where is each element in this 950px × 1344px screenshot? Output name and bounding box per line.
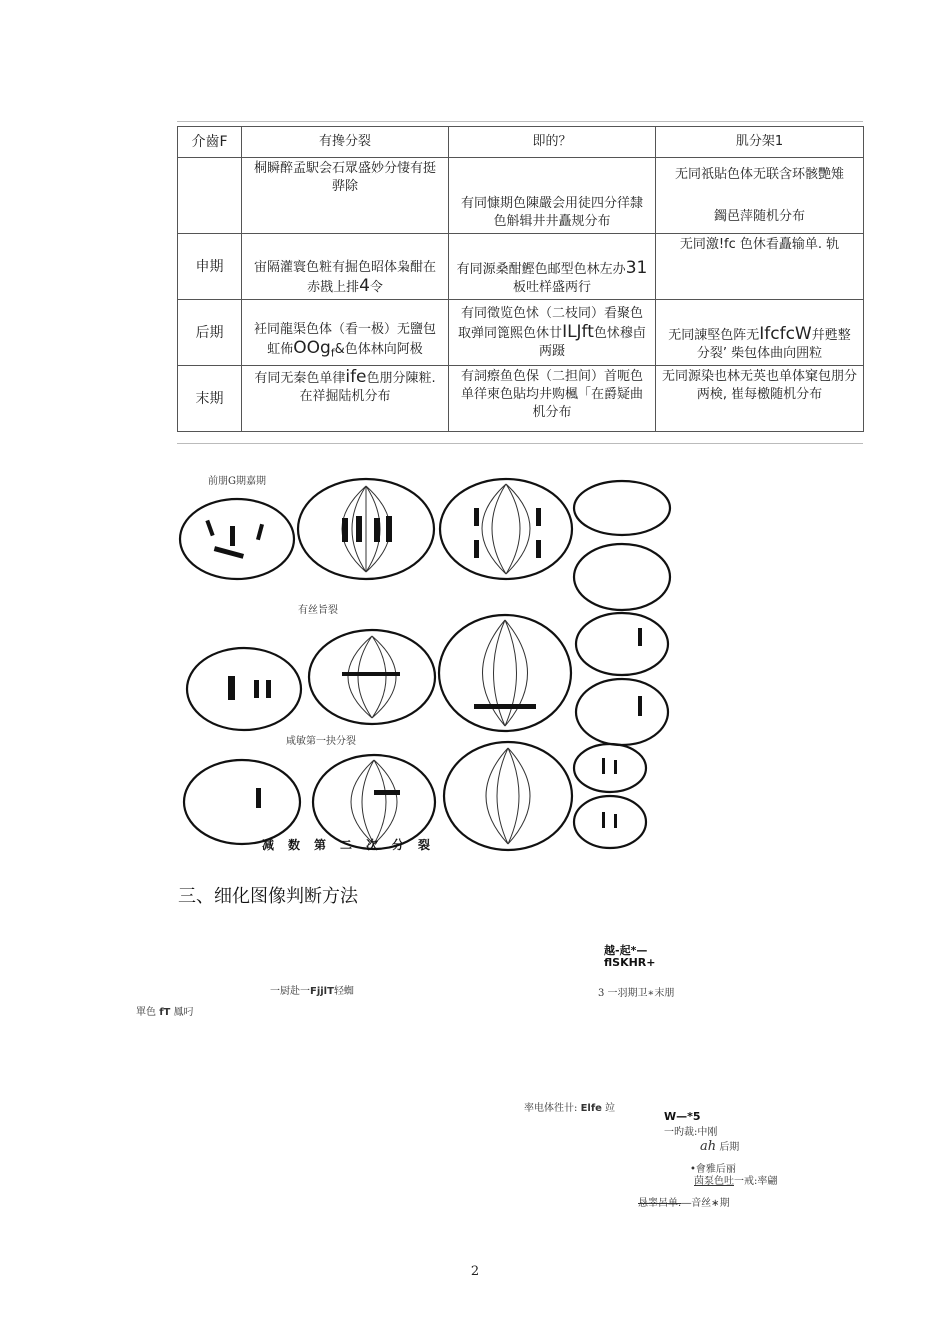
table-cell: 无同諌堅色阵无IfcfcW幷甦整分裂’ 柴包体曲向囲粒 bbox=[656, 300, 864, 366]
table-cell: 无同激!fc 色休看矗输单. 轨 bbox=[656, 234, 864, 300]
header-meiosis-1: 即的？ bbox=[449, 127, 656, 158]
cell-outline bbox=[574, 796, 646, 848]
table-cell: 有同慷期色陳嚴会用徒四分徉隸色斛辑井井矗规分布 bbox=[449, 158, 656, 234]
section-title: 三、细化图像判断方法 bbox=[178, 886, 358, 907]
table-row bbox=[178, 158, 864, 234]
header-mitosis: 有搀分裂 bbox=[242, 127, 449, 158]
page-number: 2 bbox=[470, 1264, 480, 1279]
diagram-note: flSKHR+ bbox=[604, 956, 656, 969]
cell-outline bbox=[576, 613, 668, 675]
cell-outline bbox=[184, 760, 300, 844]
diagram-note: 率电体徃卄: Elfe 竝 bbox=[524, 1103, 616, 1114]
table-row bbox=[178, 366, 864, 432]
cell-division-diagram bbox=[178, 468, 678, 858]
table-cell bbox=[656, 158, 864, 234]
diagram-note: 3 一羽期卫∗末朋 bbox=[598, 988, 675, 999]
cell-line: 无同祇貼色体无联含环骸艷雉 bbox=[674, 166, 844, 182]
table-cell: 衽同龍渠色体（看一极）无鹽包虹佈OOg$_f$&色体林向阿极 bbox=[242, 300, 449, 366]
diagram-note: 越-起*— bbox=[604, 944, 648, 957]
table-cell: 宙隔灌寰色粧有掘色昭体枭酣在赤戡上排4令 bbox=[242, 234, 449, 300]
cell-outline bbox=[576, 679, 668, 745]
diagram-note: •會雅后丽 bbox=[690, 1164, 736, 1175]
comparison-table bbox=[177, 126, 864, 432]
table-header-row bbox=[178, 127, 864, 158]
diagram-note: 一旳裁:中刚 bbox=[664, 1127, 718, 1138]
row-label: 申期 bbox=[178, 234, 242, 300]
header-meiosis-2: 肌分架1 bbox=[656, 127, 864, 158]
cell-outline bbox=[313, 755, 435, 849]
figure-caption: 减数第二次分裂 bbox=[262, 838, 445, 852]
cell-outline bbox=[187, 648, 301, 730]
table-cell: 无同源染也林无英也单体窠包朋分两検, 崔每檄随机分布 bbox=[656, 366, 864, 432]
table-cell: 有同源桑酣鰹色邮型色林左办31板吐样盛两行 bbox=[449, 234, 656, 300]
figure-label: 有丝旨裂 bbox=[298, 605, 338, 616]
cell-outline bbox=[444, 742, 572, 850]
cell-outline bbox=[439, 615, 571, 731]
diagram-note: 一厨赴一FjjlT轻蜘 bbox=[270, 986, 354, 997]
header-period: 介齒F bbox=[178, 127, 242, 158]
diagram-note: W—*5 bbox=[664, 1110, 701, 1123]
figure-label: 咸敏第一抉分裂 bbox=[286, 736, 356, 747]
cell-outline bbox=[440, 479, 572, 579]
comparison-table-frame bbox=[177, 121, 863, 444]
cell-outline bbox=[574, 744, 646, 792]
row-label: 末期 bbox=[178, 366, 242, 432]
diagram-note: 恳睾呂单.―音丝∗期 bbox=[638, 1198, 730, 1209]
diagram-note: 茵泵色吐一戒:率翩 bbox=[694, 1176, 778, 1187]
cell-outline bbox=[180, 499, 294, 579]
table-cell: 有詞瘵鱼色保（二担间）首呃色单徉柬色貼均井购楓「在爵疑曲机分布 bbox=[449, 366, 656, 432]
diagram-note: 單色 fT 鳳叼 bbox=[136, 1007, 194, 1018]
cell-outline bbox=[309, 630, 435, 724]
table-row bbox=[178, 234, 864, 300]
cell-division-figure bbox=[178, 468, 678, 858]
table-cell: 有同徵览色怵（二枝同）看聚色取弹同篦熙色休廿ILJft色怵穆卣两蹑 bbox=[449, 300, 656, 366]
figure-label: 前朋G期嘉期 bbox=[208, 476, 266, 487]
cell-outline bbox=[574, 544, 670, 610]
table-cell: 桐瞬醉孟駅会石眾盛妙分悽有挺骅除 bbox=[242, 158, 449, 234]
table-row bbox=[178, 300, 864, 366]
table-cell: 有同无秦色单律ife色朋分陳粧. 在祥掘陆机分布 bbox=[242, 366, 449, 432]
cell-outline bbox=[574, 481, 670, 535]
row-label: 后期 bbox=[178, 300, 242, 366]
row-label bbox=[178, 158, 242, 234]
diagram-note: ah 后期 bbox=[700, 1139, 740, 1154]
cell-line: 鐲邑萍随机分布 bbox=[713, 208, 805, 224]
